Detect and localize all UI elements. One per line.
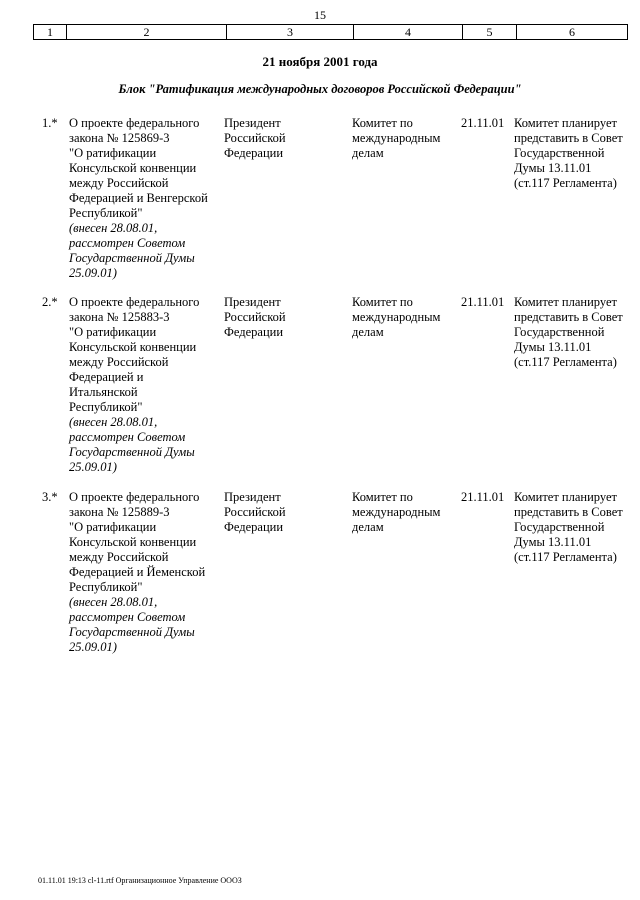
author-line: Президент xyxy=(224,490,281,504)
page-number: 15 xyxy=(314,8,326,22)
author-line: Федерации xyxy=(224,520,284,534)
info-line: (внесен 28.08.01, xyxy=(69,221,158,235)
note-line: Думы 13.11.01 xyxy=(514,161,592,175)
entry-title xyxy=(69,490,219,655)
title-line: Федерацией и Йеменской xyxy=(69,565,206,579)
entry-date: 21.11.01 xyxy=(461,295,505,309)
title-line: между Российской xyxy=(69,176,169,190)
title-line: между Российской xyxy=(69,550,169,564)
author-line: Федерации xyxy=(224,325,284,339)
info-line: 25.09.01) xyxy=(69,460,117,474)
title-line: закона № 125883-3 xyxy=(69,310,170,324)
committee-line: делам xyxy=(352,520,384,534)
info-line: рассмотрен Советом xyxy=(69,610,186,624)
note-line: представить в Совет xyxy=(514,505,623,519)
note-line: Думы 13.11.01 xyxy=(514,535,592,549)
entry-author xyxy=(224,295,339,340)
title-line: Республикой" xyxy=(69,580,143,594)
info-line: Государственной Думы xyxy=(69,625,195,639)
info-line: Государственной Думы xyxy=(69,445,195,459)
entry-committee xyxy=(352,116,457,161)
entry-date: 21.11.01 xyxy=(461,490,505,504)
info-line: рассмотрен Советом xyxy=(69,236,186,250)
entry-number: 2.* xyxy=(42,295,58,309)
author-line: Федерации xyxy=(224,146,284,160)
note-line: Думы 13.11.01 xyxy=(514,340,592,354)
title-line: Республикой" xyxy=(69,206,143,220)
note-line: (ст.117 Регламента) xyxy=(514,176,617,190)
entry-committee xyxy=(352,490,457,535)
committee-line: международным xyxy=(352,131,441,145)
info-line: 25.09.01) xyxy=(69,266,117,280)
entry-title xyxy=(69,116,219,281)
column-header-2: 2 xyxy=(67,25,227,40)
title-line: О проекте федерального xyxy=(69,490,200,504)
title-line: закона № 125869-3 xyxy=(69,131,170,145)
note-line: Государственной xyxy=(514,146,605,160)
entry-committee xyxy=(352,295,457,340)
column-header-6: 6 xyxy=(517,25,628,40)
note-line: Комитет планирует xyxy=(514,490,617,504)
entry-title xyxy=(69,295,219,475)
block-heading: Блок "Ратификация международных договоров Российской Федерации" xyxy=(118,82,522,96)
info-line: (внесен 28.08.01, xyxy=(69,415,158,429)
committee-line: Комитет по xyxy=(352,295,413,309)
note-line: представить в Совет xyxy=(514,131,623,145)
info-line: 25.09.01) xyxy=(69,640,117,654)
note-line: (ст.117 Регламента) xyxy=(514,550,617,564)
committee-line: делам xyxy=(352,325,384,339)
note-line: (ст.117 Регламента) xyxy=(514,355,617,369)
title-line: О проекте федерального xyxy=(69,116,200,130)
title-line: Консульской конвенции xyxy=(69,161,197,175)
title-line: Республикой" xyxy=(69,400,143,414)
author-line: Президент xyxy=(224,116,281,130)
author-line: Российской xyxy=(224,505,286,519)
title-line: между Российской xyxy=(69,355,169,369)
title-line: Итальянской xyxy=(69,385,138,399)
committee-line: Комитет по xyxy=(352,490,413,504)
note-line: Государственной xyxy=(514,325,605,339)
entry-date: 21.11.01 xyxy=(461,116,505,130)
author-line: Российской xyxy=(224,131,286,145)
entry-author xyxy=(224,490,339,535)
author-line: Президент xyxy=(224,295,281,309)
committee-line: делам xyxy=(352,146,384,160)
title-line: О проекте федерального xyxy=(69,295,200,309)
title-line: Консульской конвенции xyxy=(69,535,197,549)
title-line: Консульской конвенции xyxy=(69,340,197,354)
date-heading: 21 ноября 2001 года xyxy=(262,54,378,69)
title-line: "О ратификации xyxy=(69,520,157,534)
entry-note xyxy=(514,490,634,565)
column-header-4: 4 xyxy=(354,25,463,40)
note-line: представить в Совет xyxy=(514,310,623,324)
title-line: "О ратификации xyxy=(69,325,157,339)
committee-line: международным xyxy=(352,310,441,324)
note-line: Государственной xyxy=(514,520,605,534)
entry-note xyxy=(514,116,634,191)
entry-note xyxy=(514,295,634,370)
title-line: Федерацией и Венгерской xyxy=(69,191,208,205)
column-header-3: 3 xyxy=(227,25,354,40)
footer: 01.11.01 19:13 cl-11.rtf Организационное Управление ОООЗ xyxy=(38,876,242,885)
title-line: "О ратификации xyxy=(69,146,157,160)
committee-line: международным xyxy=(352,505,441,519)
entry-author xyxy=(224,116,339,161)
info-line: (внесен 28.08.01, xyxy=(69,595,158,609)
column-header-table xyxy=(33,24,628,40)
info-line: Государственной Думы xyxy=(69,251,195,265)
info-line: рассмотрен Советом xyxy=(69,430,186,444)
committee-line: Комитет по xyxy=(352,116,413,130)
entry-number: 1.* xyxy=(42,116,58,130)
title-line: закона № 125889-3 xyxy=(69,505,170,519)
entry-number: 3.* xyxy=(42,490,58,504)
author-line: Российской xyxy=(224,310,286,324)
column-header-5: 5 xyxy=(463,25,517,40)
note-line: Комитет планирует xyxy=(514,116,617,130)
note-line: Комитет планирует xyxy=(514,295,617,309)
column-header-1: 1 xyxy=(34,25,67,40)
title-line: Федерацией и xyxy=(69,370,144,384)
